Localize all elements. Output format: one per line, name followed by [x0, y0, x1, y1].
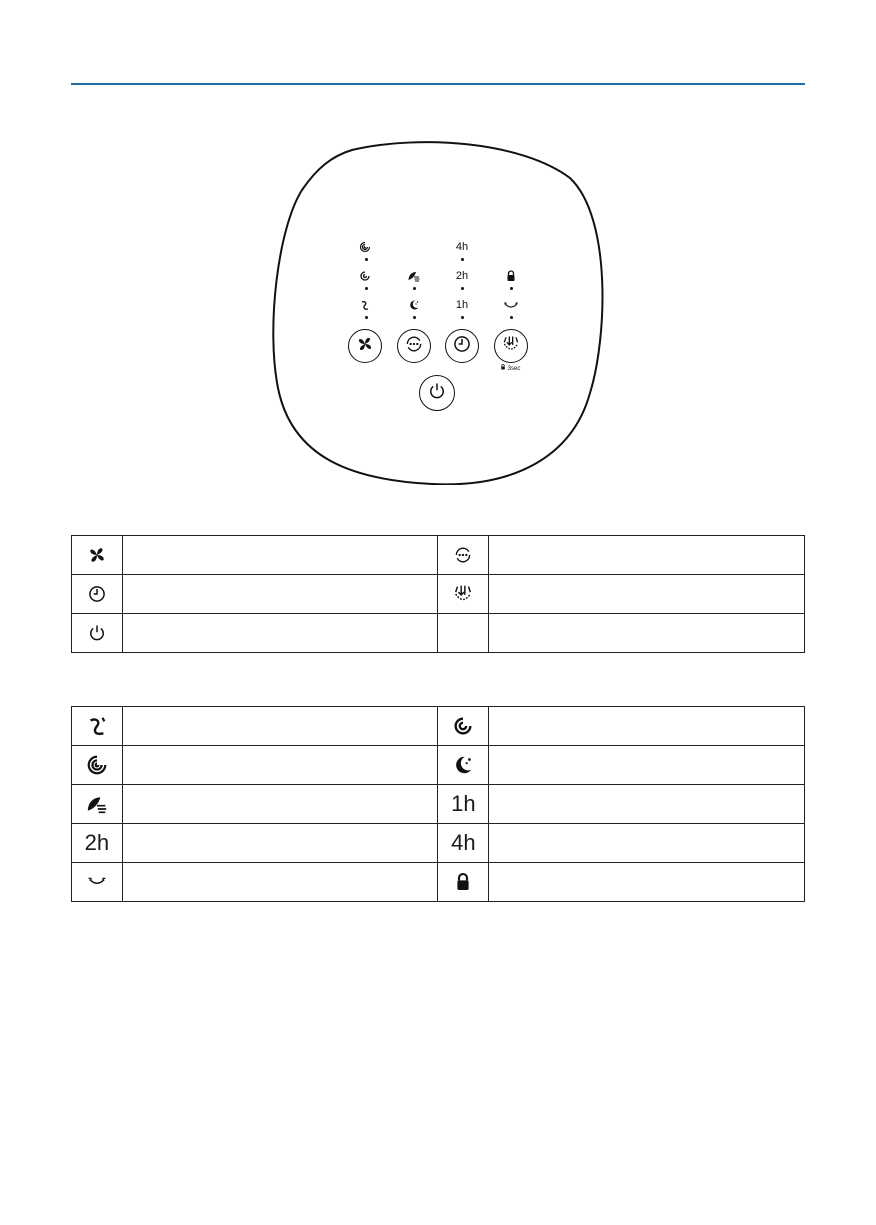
timer-icon	[87, 585, 107, 602]
header-rule	[71, 83, 805, 85]
oscillation-arrows-icon	[452, 585, 474, 602]
mode-icon	[453, 546, 473, 563]
oscillation-icon	[503, 298, 519, 316]
empty-cell	[438, 614, 489, 653]
table-row	[72, 575, 805, 614]
table-row	[72, 785, 805, 824]
indicator-dot	[413, 287, 416, 290]
lock-hold-note: 3sec	[500, 364, 520, 372]
indicator-dot	[461, 316, 464, 319]
power-button[interactable]	[419, 375, 455, 411]
timer-4h-label: 4h	[455, 241, 469, 253]
lock-icon	[455, 873, 471, 890]
indicator-legend-table	[71, 706, 805, 902]
description-cell	[122, 707, 438, 746]
indicator-dot	[510, 287, 513, 290]
table-row	[72, 536, 805, 575]
description-cell	[489, 536, 805, 575]
timer-icon	[452, 334, 472, 359]
timer-button[interactable]	[445, 329, 479, 363]
oscillation-button[interactable]	[494, 329, 528, 363]
table-row	[72, 863, 805, 902]
speed-high-icon	[359, 240, 371, 258]
natural-mode-icon	[85, 795, 109, 812]
power-icon	[427, 381, 447, 406]
speed-high-icon	[86, 756, 108, 773]
timer-2h-label: 2h	[72, 824, 123, 863]
description-cell	[489, 575, 805, 614]
description-cell	[489, 707, 805, 746]
button-legend-table	[71, 535, 805, 653]
natural-mode-icon	[407, 269, 421, 287]
indicator-dot	[510, 316, 513, 319]
fan-speed-icon	[356, 335, 374, 358]
timer-4h-label: 4h	[438, 824, 489, 863]
table-row	[72, 824, 805, 863]
sleep-mode-icon	[452, 756, 474, 773]
lock-icon	[506, 269, 516, 287]
timer-1h-label: 1h	[455, 299, 469, 311]
description-cell	[489, 863, 805, 902]
fan-speed-icon	[87, 546, 107, 563]
description-cell	[489, 614, 805, 653]
indicator-dot	[413, 316, 416, 319]
speed-low-icon	[359, 298, 371, 316]
description-cell	[122, 614, 438, 653]
oscillation-arrows-icon	[501, 334, 521, 359]
speed-medium-icon	[359, 269, 371, 287]
control-panel	[272, 138, 605, 485]
indicator-dot	[365, 287, 368, 290]
description-cell	[122, 785, 438, 824]
power-icon	[87, 624, 107, 641]
description-cell	[122, 824, 438, 863]
description-cell	[122, 746, 438, 785]
oscillation-icon	[86, 873, 108, 890]
description-cell	[489, 746, 805, 785]
mode-button[interactable]	[397, 329, 431, 363]
description-cell	[489, 824, 805, 863]
speed-low-icon	[86, 717, 108, 734]
description-cell	[122, 536, 438, 575]
description-cell	[122, 863, 438, 902]
indicator-dot	[365, 316, 368, 319]
table-row	[72, 707, 805, 746]
mode-icon	[404, 334, 424, 359]
indicator-dot	[461, 287, 464, 290]
timer-2h-label: 2h	[455, 270, 469, 282]
fan-speed-button[interactable]	[348, 329, 382, 363]
sleep-mode-icon	[408, 298, 420, 316]
description-cell	[489, 785, 805, 824]
indicator-dot	[365, 258, 368, 261]
table-row	[72, 614, 805, 653]
indicator-dot	[461, 258, 464, 261]
timer-1h-label: 1h	[438, 785, 489, 824]
description-cell	[122, 575, 438, 614]
speed-medium-icon	[452, 717, 474, 734]
table-row	[72, 746, 805, 785]
